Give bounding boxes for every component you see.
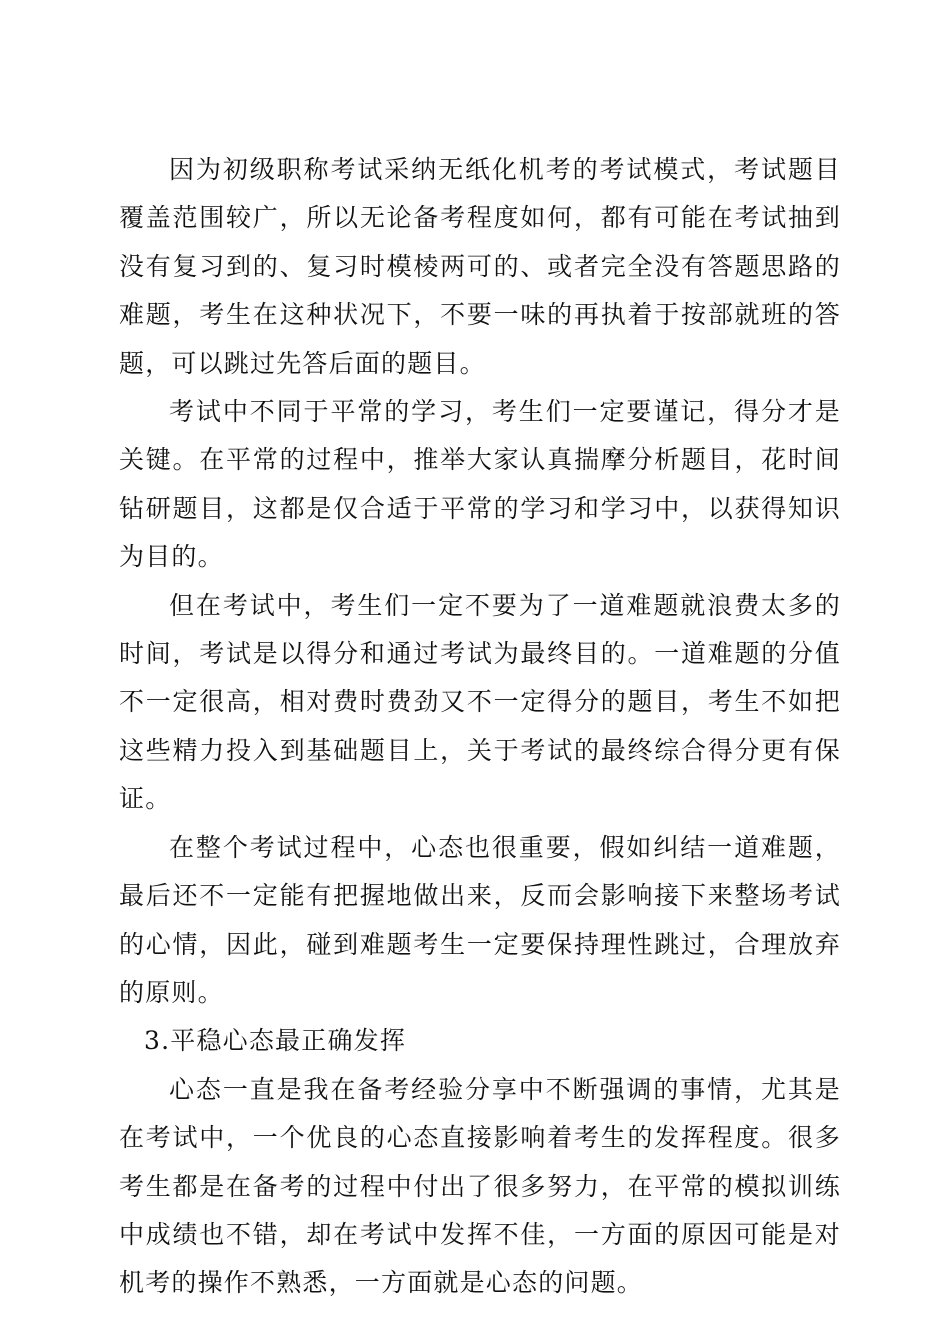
- section-heading: 3.平稳心态最正确发挥: [144, 1026, 407, 1056]
- paragraph-2: 考试中不同于平常的学习，考生们一定要谨记，得分才是关键。在平常的过程中，推举大家认真揣摩分析题目，花时间钻研题目，这都是仅合适于平常的学习和学习中，以获得知识为目的。: [119, 397, 841, 572]
- paragraph-1: 因为初级职称考试采纳无纸化机考的考试模式，考试题目覆盖范围较广，所以无论备考程度如何，都有可能在考试抽到没有复习到的、复习时模棱两可的、或者完全没有答题思路的难题，考生在这种状况下，不要一味的再执着于按部就班的答题，可以跳过先答后面的题目。: [119, 155, 841, 378]
- document-body: [119, 146, 841, 1308]
- paragraph-3: 但在考试中，考生们一定不要为了一道难题就浪费太多的时间，考试是以得分和通过考试为最终目的。一道难题的分值不一定很高，相对费时费劲又不一定得分的题目，考生不如把这些精力投入到基础题目上，关于考试的最终综合得分更有保证。: [119, 590, 841, 814]
- paragraph-5: 心态一直是我在备考经验分享中不断强调的事情，尤其是在考试中，一个优良的心态直接影响着考生的发挥程度。很多考生都是在备考的过程中付出了很多努力，在平常的模拟训练中成绩也不错，却在考试中发挥不佳，一方面的原因可能是对机考的操作不熟悉，一方面就是心态的问题。: [119, 1074, 841, 1298]
- paragraph-4: 在整个考试过程中，心态也很重要，假如纠结一道难题，最后还不一定能有把握地做出来，反而会影响接下来整场考试的心情，因此，碰到难题考生一定要保持理性跳过，合理放弃的原则。: [119, 832, 841, 1007]
